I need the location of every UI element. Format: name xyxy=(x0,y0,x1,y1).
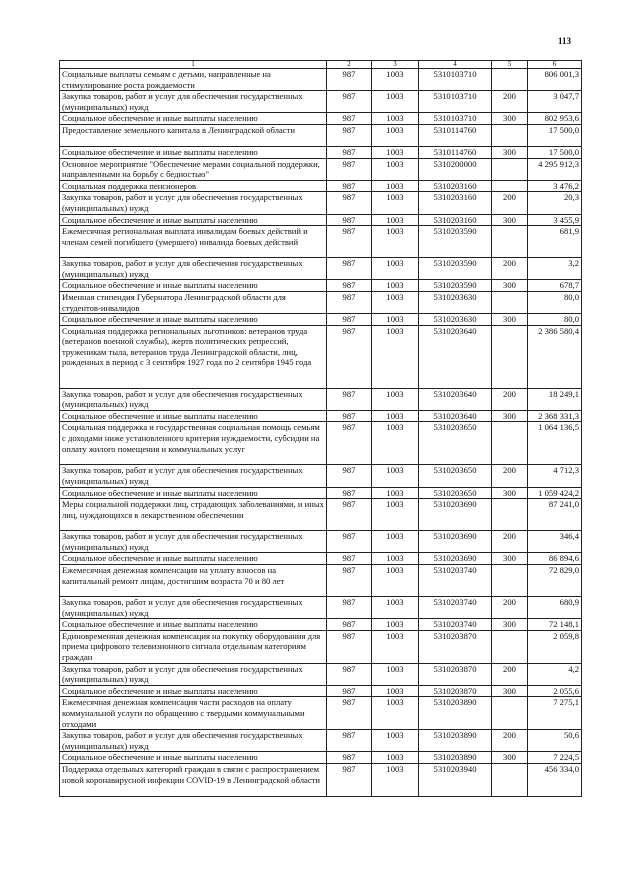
section-code-cell: 1003 xyxy=(372,663,419,685)
expense-name-cell: Закупка товаров, работ и услуг для обеспечения государственных (муниципальных) нужд xyxy=(60,388,327,410)
department-code-cell: 987 xyxy=(327,158,372,180)
expense-name-cell: Единовременная денежная компенсация на покупку оборудования для приема цифрового телевизионного сигнала отдельным категориям граждан xyxy=(60,630,327,663)
department-code-cell: 987 xyxy=(327,280,372,292)
column-number: 4 xyxy=(419,61,492,69)
section-code-cell: 1003 xyxy=(372,752,419,764)
amount-cell: 17 500,0 xyxy=(528,146,582,158)
expense-name-cell: Закупка товаров, работ и услуг для обеспечения государственных (муниципальных) нужд xyxy=(60,258,327,280)
expense-type-code-cell: 300 xyxy=(492,685,528,697)
expense-type-code-cell: 300 xyxy=(492,146,528,158)
target-article-code-cell: 5310203740 xyxy=(419,565,492,597)
amount-cell: 72 829,0 xyxy=(528,565,582,597)
target-article-code-cell: 5310203690 xyxy=(419,531,492,553)
amount-cell: 18 249,1 xyxy=(528,388,582,410)
department-code-cell: 987 xyxy=(327,663,372,685)
page-number: 113 xyxy=(558,36,572,46)
table-row xyxy=(60,730,582,752)
budget-table xyxy=(59,60,582,797)
expense-name-cell: Именная стипендия Губернатора Ленинградской области для студентов-инвалидов xyxy=(60,291,327,313)
department-code-cell: 987 xyxy=(327,146,372,158)
table-row xyxy=(60,565,582,597)
expense-type-code-cell: 300 xyxy=(492,314,528,326)
target-article-code-cell: 5310203640 xyxy=(419,388,492,410)
department-code-cell: 987 xyxy=(327,697,372,730)
expense-name-cell: Социальное обеспечение и иные выплаты населению xyxy=(60,314,327,326)
department-code-cell: 987 xyxy=(327,730,372,752)
amount-cell: 20,3 xyxy=(528,192,582,214)
expense-name-cell: Закупка товаров, работ и услуг для обеспечения государственных (муниципальных) нужд xyxy=(60,465,327,487)
table-row xyxy=(60,465,582,487)
expense-name-cell: Поддержка отдельных категорий граждан в связи с распространением новой коронавирусной инфекции COVID-19 в Ленинградской области xyxy=(60,763,327,796)
target-article-code-cell: 5310203630 xyxy=(419,291,492,313)
expense-type-code-cell xyxy=(492,325,528,388)
target-article-code-cell: 5310114760 xyxy=(419,146,492,158)
expense-type-code-cell xyxy=(492,697,528,730)
expense-name-cell: Социальное обеспечение и иные выплаты населению xyxy=(60,487,327,499)
column-number: 3 xyxy=(372,61,419,69)
department-code-cell: 987 xyxy=(327,192,372,214)
table-row xyxy=(60,763,582,796)
section-code-cell: 1003 xyxy=(372,146,419,158)
table-row xyxy=(60,91,582,113)
target-article-code-cell: 5310203890 xyxy=(419,697,492,730)
amount-cell: 4 295 912,3 xyxy=(528,158,582,180)
expense-type-code-cell xyxy=(492,763,528,796)
expense-type-code-cell xyxy=(492,69,528,91)
expense-name-cell: Закупка товаров, работ и услуг для обеспечения государственных (муниципальных) нужд xyxy=(60,663,327,685)
department-code-cell: 987 xyxy=(327,258,372,280)
section-code-cell: 1003 xyxy=(372,499,419,531)
table-row xyxy=(60,314,582,326)
target-article-code-cell: 5310203650 xyxy=(419,487,492,499)
table-row xyxy=(60,69,582,91)
department-code-cell: 987 xyxy=(327,291,372,313)
expense-name-cell: Социальное обеспечение и иные выплаты населению xyxy=(60,752,327,764)
expense-type-code-cell: 300 xyxy=(492,410,528,422)
section-code-cell: 1003 xyxy=(372,422,419,465)
amount-cell: 7 224,5 xyxy=(528,752,582,764)
table-row xyxy=(60,226,582,258)
amount-cell: 680,9 xyxy=(528,597,582,619)
expense-name-cell: Меры социальной поддержки лиц, страдающих заболеваниями, и иных лиц, нуждающихся в лекарственном обеспечении xyxy=(60,499,327,531)
expense-type-code-cell xyxy=(492,630,528,663)
table-row xyxy=(60,531,582,553)
table-row xyxy=(60,499,582,531)
amount-cell: 2 055,6 xyxy=(528,685,582,697)
target-article-code-cell: 5310203160 xyxy=(419,214,492,226)
target-article-code-cell: 5310203630 xyxy=(419,314,492,326)
section-code-cell: 1003 xyxy=(372,410,419,422)
expense-name-cell: Социальная поддержка пенсионеров xyxy=(60,180,327,192)
section-code-cell: 1003 xyxy=(372,597,419,619)
amount-cell: 87 241,0 xyxy=(528,499,582,531)
department-code-cell: 987 xyxy=(327,597,372,619)
section-code-cell: 1003 xyxy=(372,619,419,631)
section-code-cell: 1003 xyxy=(372,531,419,553)
section-code-cell: 1003 xyxy=(372,69,419,91)
table-row xyxy=(60,214,582,226)
target-article-code-cell: 5310203640 xyxy=(419,325,492,388)
department-code-cell: 987 xyxy=(327,422,372,465)
department-code-cell: 987 xyxy=(327,180,372,192)
expense-type-code-cell: 200 xyxy=(492,531,528,553)
expense-type-code-cell: 200 xyxy=(492,388,528,410)
section-code-cell: 1003 xyxy=(372,630,419,663)
expense-type-code-cell: 200 xyxy=(492,663,528,685)
table-row xyxy=(60,280,582,292)
expense-type-code-cell: 200 xyxy=(492,91,528,113)
amount-cell: 4,2 xyxy=(528,663,582,685)
section-code-cell: 1003 xyxy=(372,465,419,487)
table-row xyxy=(60,180,582,192)
section-code-cell: 1003 xyxy=(372,763,419,796)
section-code-cell: 1003 xyxy=(372,388,419,410)
section-code-cell: 1003 xyxy=(372,258,419,280)
target-article-code-cell: 5310203890 xyxy=(419,752,492,764)
column-number: 6 xyxy=(528,61,582,69)
target-article-code-cell: 5310203160 xyxy=(419,180,492,192)
table-row xyxy=(60,158,582,180)
department-code-cell: 987 xyxy=(327,314,372,326)
expense-name-cell: Социальное обеспечение и иные выплаты населению xyxy=(60,553,327,565)
expense-name-cell: Ежемесячная региональная выплата инвалидам боевых действий и членам семей погибшего (умершего) инвалида боевых действий xyxy=(60,226,327,258)
expense-name-cell: Социальное обеспечение и иные выплаты населению xyxy=(60,280,327,292)
expense-name-cell: Социальная поддержка региональных льготников: ветеранов труда (ветеранов военной службы), жертв политических репрессий, труженикам тыла, ветеранов труда Ленинградской области, лиц, рожденных в период с 3 сентября 1927 года по 2 сентября 1945 года xyxy=(60,325,327,388)
department-code-cell: 987 xyxy=(327,410,372,422)
department-code-cell: 987 xyxy=(327,685,372,697)
department-code-cell: 987 xyxy=(327,763,372,796)
expense-type-code-cell: 300 xyxy=(492,280,528,292)
expense-type-code-cell: 200 xyxy=(492,258,528,280)
expense-name-cell: Предоставление земельного капитала в Ленинградской области xyxy=(60,124,327,146)
amount-cell: 1 064 136,5 xyxy=(528,422,582,465)
expense-name-cell: Социальное обеспечение и иные выплаты населению xyxy=(60,410,327,422)
section-code-cell: 1003 xyxy=(372,685,419,697)
amount-cell: 80,0 xyxy=(528,291,582,313)
department-code-cell: 987 xyxy=(327,465,372,487)
table-row xyxy=(60,124,582,146)
department-code-cell: 987 xyxy=(327,226,372,258)
section-code-cell: 1003 xyxy=(372,730,419,752)
expense-type-code-cell xyxy=(492,180,528,192)
department-code-cell: 987 xyxy=(327,325,372,388)
amount-cell: 3 476,2 xyxy=(528,180,582,192)
expense-name-cell: Основное мероприятие "Обеспечение мерами социальной поддержки, направленными на борьбу с бедностью" xyxy=(60,158,327,180)
expense-type-code-cell: 200 xyxy=(492,730,528,752)
table-row xyxy=(60,685,582,697)
table-row xyxy=(60,752,582,764)
expense-name-cell: Закупка товаров, работ и услуг для обеспечения государственных (муниципальных) нужд xyxy=(60,531,327,553)
table-body xyxy=(60,61,582,797)
amount-cell: 806 001,3 xyxy=(528,69,582,91)
table-row xyxy=(60,146,582,158)
expense-type-code-cell: 300 xyxy=(492,113,528,125)
amount-cell: 17 500,0 xyxy=(528,124,582,146)
amount-cell: 2 368 331,3 xyxy=(528,410,582,422)
target-article-code-cell: 5310203590 xyxy=(419,226,492,258)
department-code-cell: 987 xyxy=(327,565,372,597)
target-article-code-cell: 5310203640 xyxy=(419,410,492,422)
section-code-cell: 1003 xyxy=(372,214,419,226)
expense-name-cell: Социальная поддержка и государственная социальная помощь семьям с доходами ниже установленного критерия нуждаемости, субсидии на оплату жилого помещения и коммунальных услуг xyxy=(60,422,327,465)
table-row xyxy=(60,291,582,313)
column-number-row xyxy=(60,61,582,69)
expense-name-cell: Ежемесячная денежная компенсация части расходов на оплату коммунальной услуги по обращению с твердыми коммунальными отходами xyxy=(60,697,327,730)
table-row xyxy=(60,663,582,685)
table-row xyxy=(60,630,582,663)
target-article-code-cell: 5310103710 xyxy=(419,91,492,113)
expense-type-code-cell: 300 xyxy=(492,487,528,499)
expense-type-code-cell: 200 xyxy=(492,192,528,214)
target-article-code-cell: 5310203590 xyxy=(419,258,492,280)
expense-name-cell: Социальное обеспечение и иные выплаты населению xyxy=(60,146,327,158)
target-article-code-cell: 5310203740 xyxy=(419,597,492,619)
target-article-code-cell: 5310203890 xyxy=(419,730,492,752)
department-code-cell: 987 xyxy=(327,553,372,565)
target-article-code-cell: 5310203690 xyxy=(419,499,492,531)
table-row xyxy=(60,410,582,422)
amount-cell: 678,7 xyxy=(528,280,582,292)
expense-name-cell: Социальное обеспечение и иные выплаты населению xyxy=(60,113,327,125)
section-code-cell: 1003 xyxy=(372,180,419,192)
target-article-code-cell: 5310203740 xyxy=(419,619,492,631)
department-code-cell: 987 xyxy=(327,499,372,531)
amount-cell: 4 712,3 xyxy=(528,465,582,487)
table-row xyxy=(60,553,582,565)
target-article-code-cell: 5310114760 xyxy=(419,124,492,146)
expense-type-code-cell xyxy=(492,422,528,465)
expense-type-code-cell: 200 xyxy=(492,597,528,619)
department-code-cell: 987 xyxy=(327,619,372,631)
section-code-cell: 1003 xyxy=(372,280,419,292)
amount-cell: 3 455,9 xyxy=(528,214,582,226)
department-code-cell: 987 xyxy=(327,630,372,663)
department-code-cell: 987 xyxy=(327,124,372,146)
section-code-cell: 1003 xyxy=(372,553,419,565)
amount-cell: 3,2 xyxy=(528,258,582,280)
amount-cell: 2 386 580,4 xyxy=(528,325,582,388)
department-code-cell: 987 xyxy=(327,214,372,226)
expense-type-code-cell: 200 xyxy=(492,465,528,487)
table-row xyxy=(60,388,582,410)
expense-type-code-cell xyxy=(492,291,528,313)
amount-cell: 1 059 424,2 xyxy=(528,487,582,499)
column-number: 5 xyxy=(492,61,528,69)
section-code-cell: 1003 xyxy=(372,565,419,597)
target-article-code-cell: 5310203160 xyxy=(419,192,492,214)
expense-type-code-cell: 300 xyxy=(492,752,528,764)
section-code-cell: 1003 xyxy=(372,124,419,146)
section-code-cell: 1003 xyxy=(372,291,419,313)
table-row xyxy=(60,192,582,214)
table-row xyxy=(60,258,582,280)
amount-cell: 86 894,6 xyxy=(528,553,582,565)
department-code-cell: 987 xyxy=(327,69,372,91)
table-row xyxy=(60,422,582,465)
amount-cell: 7 275,1 xyxy=(528,697,582,730)
target-article-code-cell: 5310203590 xyxy=(419,280,492,292)
section-code-cell: 1003 xyxy=(372,192,419,214)
amount-cell: 681,9 xyxy=(528,226,582,258)
expense-name-cell: Закупка товаров, работ и услуг для обеспечения государственных (муниципальных) нужд xyxy=(60,730,327,752)
table-row xyxy=(60,697,582,730)
table-row xyxy=(60,597,582,619)
amount-cell: 802 953,6 xyxy=(528,113,582,125)
expense-type-code-cell xyxy=(492,226,528,258)
department-code-cell: 987 xyxy=(327,487,372,499)
expense-name-cell: Социальное обеспечение и иные выплаты населению xyxy=(60,619,327,631)
target-article-code-cell: 5310203650 xyxy=(419,422,492,465)
section-code-cell: 1003 xyxy=(372,487,419,499)
expense-type-code-cell xyxy=(492,565,528,597)
target-article-code-cell: 5310203870 xyxy=(419,630,492,663)
expense-name-cell: Социальное обеспечение и иные выплаты населению xyxy=(60,214,327,226)
table-row xyxy=(60,113,582,125)
table-row xyxy=(60,487,582,499)
department-code-cell: 987 xyxy=(327,388,372,410)
target-article-code-cell: 5310203870 xyxy=(419,685,492,697)
target-article-code-cell: 5310103710 xyxy=(419,113,492,125)
department-code-cell: 987 xyxy=(327,531,372,553)
target-article-code-cell: 5310200000 xyxy=(419,158,492,180)
table-row xyxy=(60,325,582,388)
target-article-code-cell: 5310203940 xyxy=(419,763,492,796)
department-code-cell: 987 xyxy=(327,113,372,125)
expense-type-code-cell xyxy=(492,158,528,180)
target-article-code-cell: 5310203690 xyxy=(419,553,492,565)
target-article-code-cell: 5310203870 xyxy=(419,663,492,685)
expense-type-code-cell xyxy=(492,499,528,531)
expense-name-cell: Закупка товаров, работ и услуг для обеспечения государственных (муниципальных) нужд xyxy=(60,192,327,214)
expense-name-cell: Закупка товаров, работ и услуг для обеспечения государственных (муниципальных) нужд xyxy=(60,597,327,619)
section-code-cell: 1003 xyxy=(372,158,419,180)
section-code-cell: 1003 xyxy=(372,113,419,125)
section-code-cell: 1003 xyxy=(372,226,419,258)
expense-name-cell: Закупка товаров, работ и услуг для обеспечения государственных (муниципальных) нужд xyxy=(60,91,327,113)
amount-cell: 456 334,0 xyxy=(528,763,582,796)
column-number: 2 xyxy=(327,61,372,69)
amount-cell: 2 059,8 xyxy=(528,630,582,663)
target-article-code-cell: 5310103710 xyxy=(419,69,492,91)
section-code-cell: 1003 xyxy=(372,91,419,113)
table-row xyxy=(60,619,582,631)
amount-cell: 346,4 xyxy=(528,531,582,553)
expense-type-code-cell: 300 xyxy=(492,214,528,226)
amount-cell: 72 148,1 xyxy=(528,619,582,631)
expense-name-cell: Социальные выплаты семьям с детьми, направленные на стимулирование роста рождаемости xyxy=(60,69,327,91)
expense-type-code-cell: 300 xyxy=(492,619,528,631)
expense-type-code-cell xyxy=(492,124,528,146)
amount-cell: 50,6 xyxy=(528,730,582,752)
amount-cell: 80,0 xyxy=(528,314,582,326)
expense-name-cell: Ежемесячная денежная компенсация на уплату взносов на капитальный ремонт лицам, достигшим возраста 70 и 80 лет xyxy=(60,565,327,597)
section-code-cell: 1003 xyxy=(372,697,419,730)
expense-name-cell: Социальное обеспечение и иные выплаты населению xyxy=(60,685,327,697)
expense-type-code-cell: 300 xyxy=(492,553,528,565)
section-code-cell: 1003 xyxy=(372,314,419,326)
department-code-cell: 987 xyxy=(327,91,372,113)
department-code-cell: 987 xyxy=(327,752,372,764)
target-article-code-cell: 5310203650 xyxy=(419,465,492,487)
column-number: 1 xyxy=(60,61,327,69)
amount-cell: 3 047,7 xyxy=(528,91,582,113)
section-code-cell: 1003 xyxy=(372,325,419,388)
